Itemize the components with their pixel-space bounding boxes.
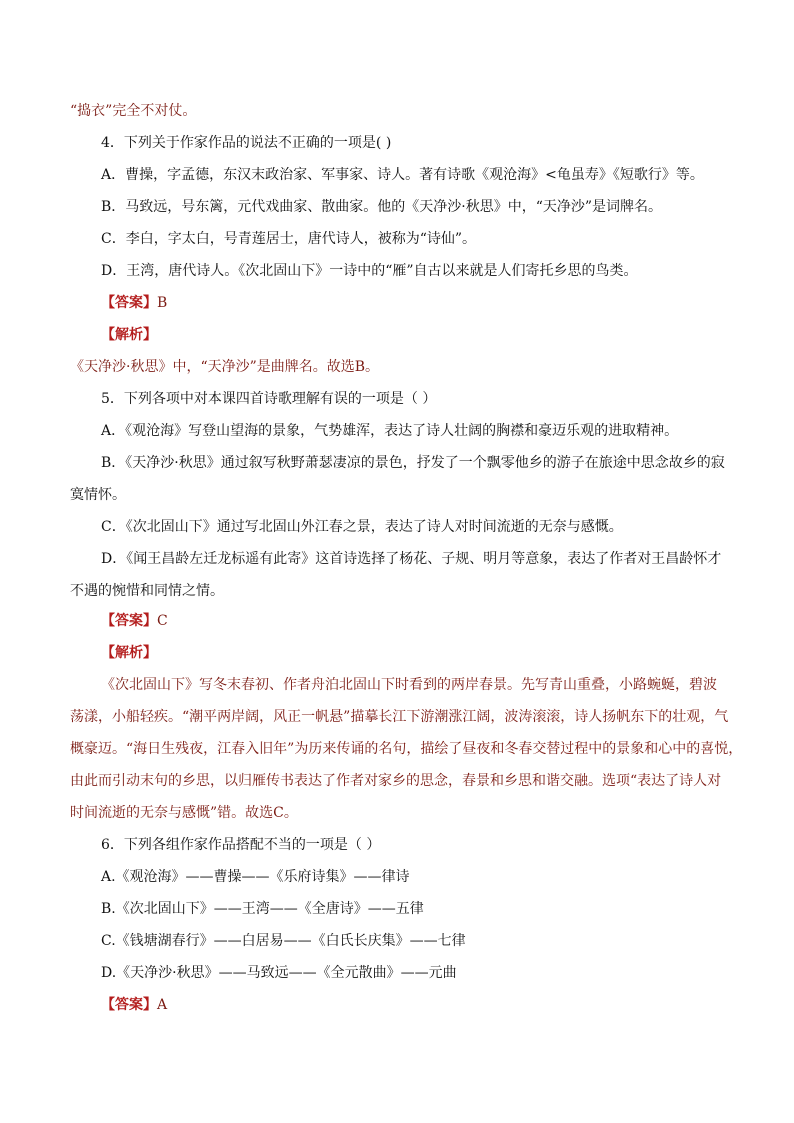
q4-stem: 4．下列关于作家作品的说法不正确的一项是( ) [101, 135, 392, 151]
answer-value: A [157, 997, 168, 1013]
q5-analysis-line-1: 《次北固山下》写冬末春初、作者舟泊北固山下时看到的两岸春景。先写青山重叠，小路蜿蜒，碧波 [101, 677, 717, 693]
q4-option-b: B．马致远，号东篱，元代戏曲家、散曲家。他的《天净沙·秋思》中，“天净沙”是词牌名。 [101, 199, 663, 215]
q6-option-c: C.《钱塘湖春行》——白居易——《白氏长庆集》——七律 [101, 933, 466, 949]
q4-answer [101, 293, 167, 313]
answer-tag: 【答案】 [101, 295, 157, 311]
q5-analysis-line-2: 荡漾，小船轻疾。“潮平两岸阔，风正一帆悬”描摹长江下游潮涨江阔，波涛滚滚，诗人扬帆东下的壮观，气 [70, 709, 729, 725]
q5-option-b: B．《天净沙·秋思》通过叙写秋野萧瑟凄凉的景色，抒发了一个飘零他乡的游子在旅途中思念故乡的寂 [101, 455, 725, 471]
answer-tag: 【答案】 [101, 997, 157, 1013]
q5-analysis-line-5: 时间流逝的无奈与感慨”错。故选C。 [70, 805, 298, 821]
q4-analysis-text: 《天净沙·秋思》中，“天净沙”是曲牌名。故选B。 [70, 359, 380, 375]
q5-analysis-line-4: 由此而引动末句的乡思，以归雁传书表达了作者对家乡的思念，春景和乡思和谐交融。选项“表达了诗人对 [70, 773, 722, 789]
q4-option-a: A．曹操，字孟德，东汉末政治家、军事家、诗人。著有诗歌《观沧海》<龟虽寿》《短歌行》等。 [101, 167, 704, 183]
q4-analysis-tag: 【解析】 [101, 327, 157, 343]
q5-answer [101, 611, 168, 631]
q6-option-b: B.《次北固山下》——王湾——《全唐诗》——五律 [101, 901, 424, 917]
q6-stem: 6．下列各组作家作品搭配不当的一项是（ ） [101, 837, 381, 853]
q5-option-d-cont: 不遇的惋惜和同情之情。 [70, 583, 224, 599]
answer-tag: 【答案】 [101, 613, 157, 629]
q5-stem: 5．下列各项中对本课四首诗歌理解有误的一项是（ ） [101, 391, 437, 407]
q5-analysis-tag: 【解析】 [101, 645, 157, 661]
q6-option-a: A.《观沧海》——曹操——《乐府诗集》——律诗 [101, 869, 410, 885]
q5-option-a: A．《观沧海》写登山望海的景象，气势雄浑，表达了诗人壮阔的胸襟和豪迈乐观的进取精神。 [101, 423, 679, 439]
q3-tail-text: “捣衣”完全不对仗。 [70, 103, 197, 119]
q4-option-c: C．李白，字太白，号青莲居士，唐代诗人，被称为“诗仙”。 [101, 231, 477, 247]
answer-value: B [157, 295, 168, 311]
q6-option-d: D.《天净沙·秋思》——马致远——《全元散曲》——元曲 [101, 965, 457, 981]
q5-option-d: D．《闻王昌龄左迁龙标遥有此寄》这首诗选择了杨花、子规、明月等意象，表达了作者对王昌龄怀才 [101, 551, 722, 567]
q5-analysis-line-3: 概豪迈。“海日生残夜，江春入旧年”为历来传诵的名句，描绘了昼夜和冬春交替过程中的景象和心中的喜悦， [70, 741, 743, 757]
q6-answer [101, 995, 167, 1015]
q5-option-c: C．《次北固山下》通过写北固山外江春之景，表达了诗人对时间流逝的无奈与感慨。 [101, 519, 623, 535]
q5-option-b-cont: 寞情怀。 [70, 487, 126, 503]
answer-value: C [157, 613, 168, 629]
q4-option-d: D．王湾，唐代诗人。《次北固山下》一诗中的“雁”自古以来就是人们寄托乡思的鸟类。 [101, 263, 638, 279]
